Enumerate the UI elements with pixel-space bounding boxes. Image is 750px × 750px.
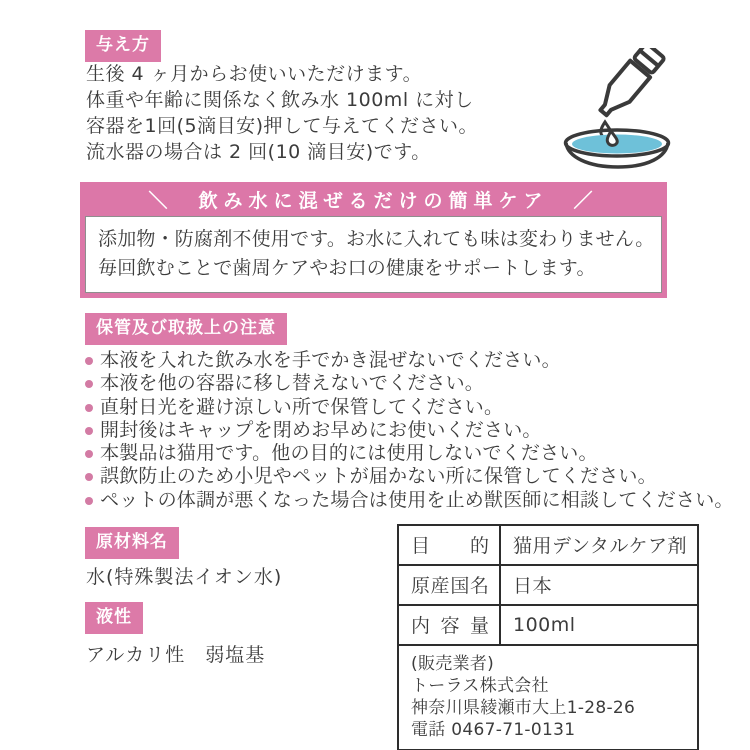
list-item: [85, 442, 734, 465]
liquid-property-value: アルカリ性 弱塩基: [86, 644, 266, 666]
storage-note-text: 誤飲防止のため小児やペットが届かない所に保管してください。: [100, 465, 657, 488]
bullet-dot-icon: [85, 404, 93, 412]
seller-line: 電話 0467-71-0131: [411, 720, 576, 740]
bullet-dot-icon: [85, 473, 93, 481]
liquid-property-label: 液性: [85, 602, 143, 634]
simple-care-banner: [80, 182, 667, 298]
bullet-dot-icon: [85, 427, 93, 435]
bullet-dot-icon: [85, 497, 93, 505]
bullet-dot-icon: [85, 380, 93, 388]
how-to-give-line: 体重や年齢に関係なく飲み水 100ml に対し: [86, 89, 474, 111]
how-to-give-line: 生後 4 ヶ月からお使いいただけます。: [86, 63, 423, 85]
storage-note-text: 直射日光を避け涼しい所で保管してください。: [100, 395, 504, 418]
seller-line: トーラス株式会社: [411, 676, 549, 696]
bullet-dot-icon: [85, 450, 93, 458]
storage-note-text: 本液を入れた飲み水を手でかき混ぜないでください。: [100, 349, 561, 371]
seller-line: 神奈川県綾瀬市大上1-28-26: [411, 698, 636, 718]
spec-value-volume: 100ml: [500, 605, 698, 645]
storage-note-text: 本製品は猫用です。他の目的には使用しないでください。: [100, 442, 598, 465]
spec-label-purpose: 目的: [398, 525, 500, 565]
storage-note-text: 開封後はキャップを閉めお早めにお使いください。: [100, 418, 542, 441]
storage-notes-label: 保管及び取扱上の注意: [85, 313, 287, 345]
list-item: [85, 372, 734, 395]
list-item: [85, 419, 734, 442]
spec-label-volume: 内容量: [398, 605, 500, 645]
list-item: [85, 489, 734, 512]
storage-note-text: ペットの体調が悪くなった場合は使用を止め獣医師に相談してください。: [100, 488, 734, 511]
storage-note-text: 本液を他の容器に移し替えないでください。: [100, 372, 485, 395]
how-to-give-line: 流水器の場合は 2 回(10 滴目安)です。: [86, 141, 431, 163]
banner-line: 毎回飲むことで歯周ケアやお口の健康をサポートします。: [98, 257, 596, 279]
spec-value-country: 日本: [500, 565, 698, 605]
banner-body: [85, 216, 662, 293]
seller-line: (販売業者): [411, 654, 495, 674]
table-row: [398, 605, 698, 645]
spec-value-purpose: 猫用デンタルケア剤: [500, 525, 698, 565]
list-item: [85, 465, 734, 488]
dropper-into-bowl-icon: [552, 48, 697, 176]
banner-title: ＼ 飲み水に混ぜるだけの簡単ケア ／: [148, 189, 599, 212]
ingredients-value: 水(特殊製法イオン水): [86, 566, 283, 588]
banner-line: 添加物・防腐剤不使用です。お水に入れても味は変わりません。: [98, 228, 655, 250]
table-row: [398, 525, 698, 565]
bullet-dot-icon: [85, 357, 93, 365]
table-row: [398, 565, 698, 605]
ingredients-label: 原材料名: [85, 527, 179, 559]
spec-label-country: 原産国名: [398, 565, 500, 605]
how-to-give-label: 与え方: [85, 30, 161, 62]
list-item: [85, 349, 734, 372]
spec-table: [397, 524, 699, 750]
how-to-give-text: [86, 61, 478, 165]
table-row: [398, 645, 698, 750]
list-item: [85, 396, 734, 419]
how-to-give-line: 容器を1回(5滴目安)押して与えてください。: [86, 115, 479, 137]
storage-notes-list: [85, 349, 734, 512]
seller-info-cell: [398, 645, 698, 750]
